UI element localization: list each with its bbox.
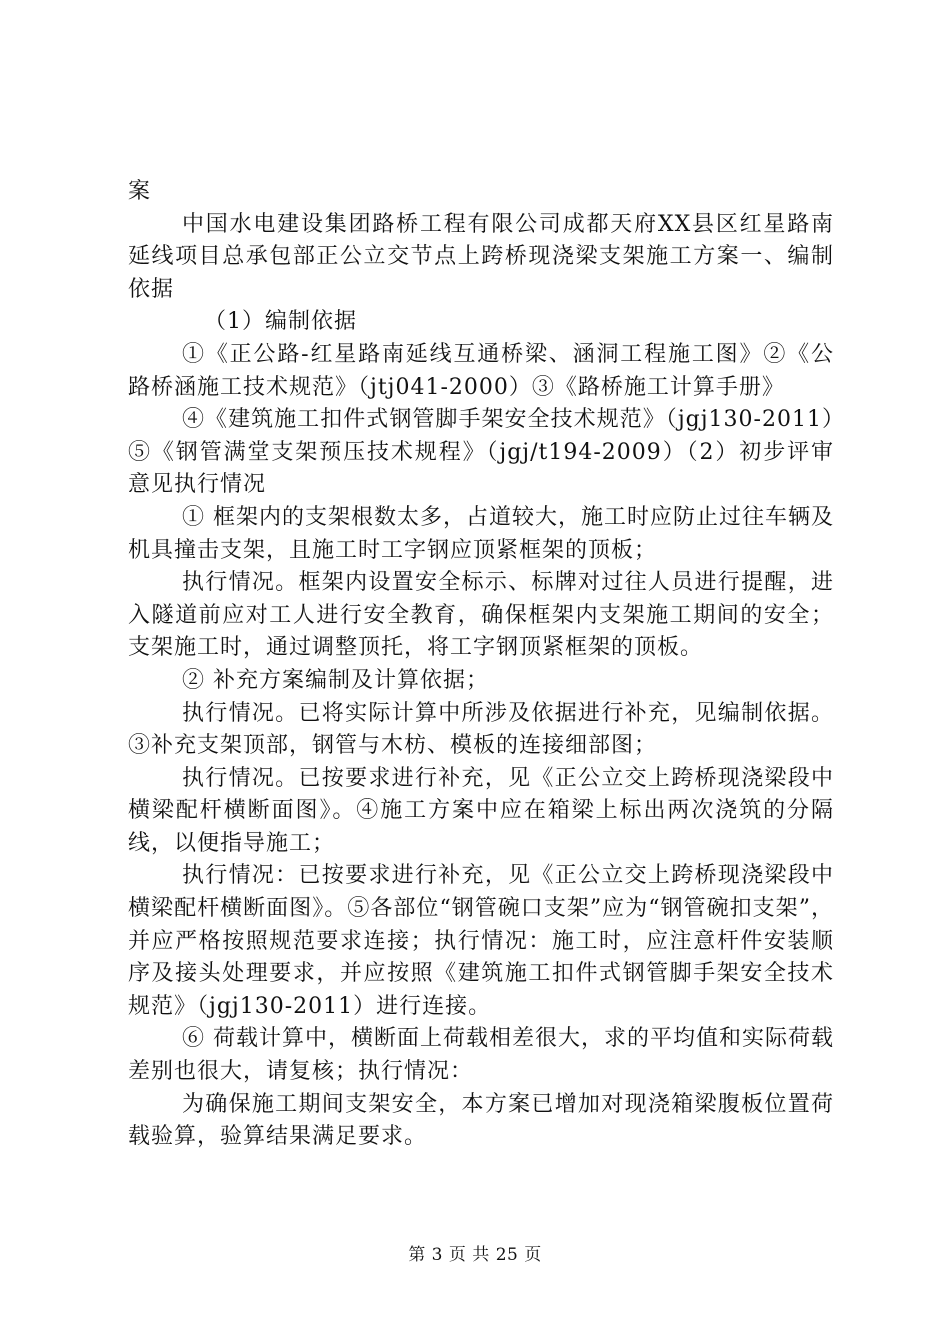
paragraph-execution-2: 执行情况。已将实际计算中所涉及依据进行补充，见编制依据。③补充支架顶部，钢管与木枋、模板的连接细部图； bbox=[128, 700, 834, 759]
paragraph-execution-4: 执行情况：已按要求进行补充，见《正公立交上跨桥现浇梁段中横梁配杆横断面图》。⑤各部位“钢管碗口支架”应为“钢管碗扣支架”，并应严格按照规范要求连接；执行情况：施工时，应注意杆件安装顺序及接头处理要求，并应按照《建筑施工扣件式钢管脚手架安全技术规范》（jgj130-2011）进行连接。 bbox=[128, 863, 834, 1019]
paragraph-basis-list: ①《正公路-红星路南延线互通桥梁、涵洞工程施工图》②《公路桥涵施工技术规范》（jtj041-2000）③《路桥施工计算手册》 bbox=[128, 341, 834, 400]
document-body bbox=[128, 176, 834, 1154]
paragraph-title: 中国水电建设集团路桥工程有限公司成都天府XX县区红星路南延线项目总承包部正公立交节点上跨桥现浇梁支架施工方案一、编制依据 bbox=[128, 211, 834, 302]
paragraph-review-2: ② 补充方案编制及计算依据； bbox=[182, 667, 489, 693]
paragraph-execution-6: 为确保施工期间支架安全，本方案已增加对现浇箱梁腹板位置荷载验算，验算结果满足要求。 bbox=[128, 1091, 834, 1150]
page-number-footer: 第 3 页 共 25 页 bbox=[408, 1245, 542, 1265]
paragraph-heading-tail: 案 bbox=[128, 179, 152, 204]
paragraph-review-6: ⑥ 荷载计算中，横断面上荷载相差很大，求的平均值和实际荷载差别也很大，请复核；执行情况： bbox=[128, 1026, 834, 1085]
paragraph-review-1: ① 框架内的支架根数太多，占道较大，施工时应防止过往车辆及机具撞击支架，且施工时工字钢应顶紧框架的顶板； bbox=[128, 504, 834, 563]
paragraph-section-heading: （1）编制依据 bbox=[204, 309, 357, 335]
paragraph-execution-3: 执行情况。已按要求进行补充，见《正公立交上跨桥现浇梁段中横梁配杆横断面图》。④施工方案中应在箱梁上标出两次浇筑的分隔线，以便指导施工； bbox=[128, 765, 834, 856]
paragraph-basis-list-2: ④《建筑施工扣件式钢管脚手架安全技术规范》（jgj130-2011）⑤《钢管满堂支架预压技术规程》（jgj/t194-2009）（2）初步评审意见执行情况 bbox=[128, 407, 834, 498]
paragraph-execution-1: 执行情况。框架内设置安全标示、标牌对过往人员进行提醒，进入隧道前应对工人进行安全教育，确保框架内支架施工期间的安全；支架施工时，通过调整顶托，将工字钢顶紧框架的顶板。 bbox=[128, 570, 834, 661]
